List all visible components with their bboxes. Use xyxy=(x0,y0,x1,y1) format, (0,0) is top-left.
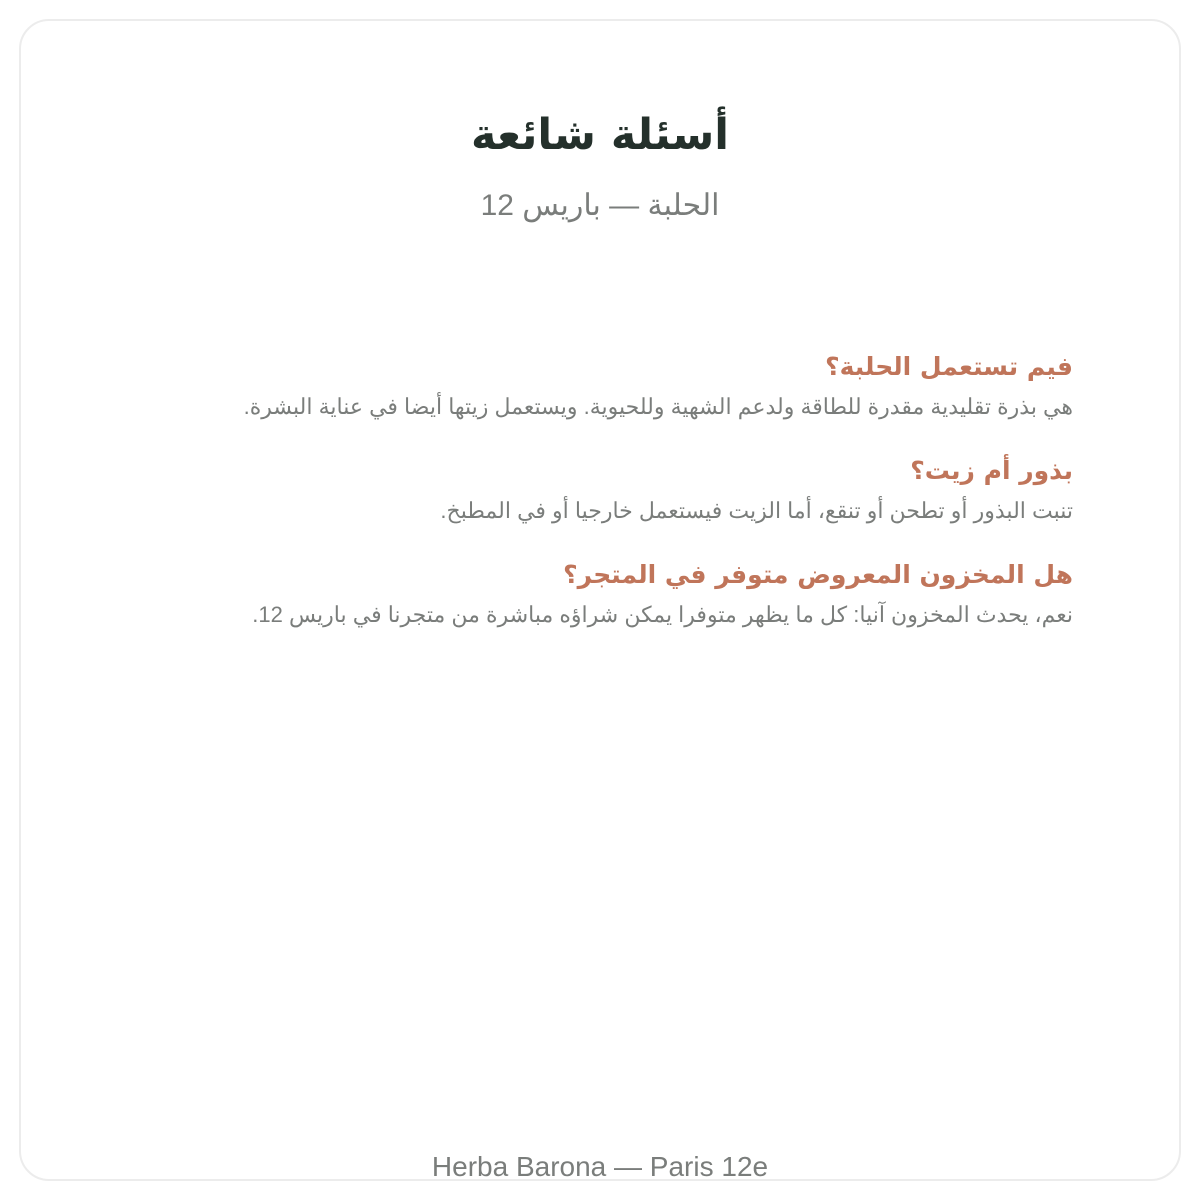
page-subtitle: الحلبة — باريس 12 xyxy=(480,189,720,222)
footer-brand: Herba Barona — Paris 12e xyxy=(431,1151,769,1182)
faq-item xyxy=(201,555,1073,635)
faq-answer: تنبت البذور أو تطحن أو تنقع، أما الزيت فيستعمل خارجيا أو في المطبخ. xyxy=(440,498,1073,523)
faq-answer: نعم، يحدث المخزون آنيا: كل ما يظهر متوفرا يمكن شراؤه مباشرة من متجرنا في باريس 12. xyxy=(252,602,1073,627)
faq-item xyxy=(201,347,1073,427)
faq-item xyxy=(201,451,1073,531)
faq-list xyxy=(201,347,1073,659)
faq-question: بذور أم زيت؟ xyxy=(910,456,1073,485)
page-title: أسئلة شائعة xyxy=(470,110,730,160)
faq-question: هل المخزون المعروض متوفر في المتجر؟ xyxy=(563,560,1073,589)
faq-card xyxy=(19,19,1181,1181)
faq-question: فيم تستعمل الحلبة؟ xyxy=(825,352,1073,381)
faq-answer: هي بذرة تقليدية مقدرة للطاقة ولدعم الشهية وللحيوية. ويستعمل زيتها أيضا في عناية البشرة. xyxy=(243,394,1073,419)
